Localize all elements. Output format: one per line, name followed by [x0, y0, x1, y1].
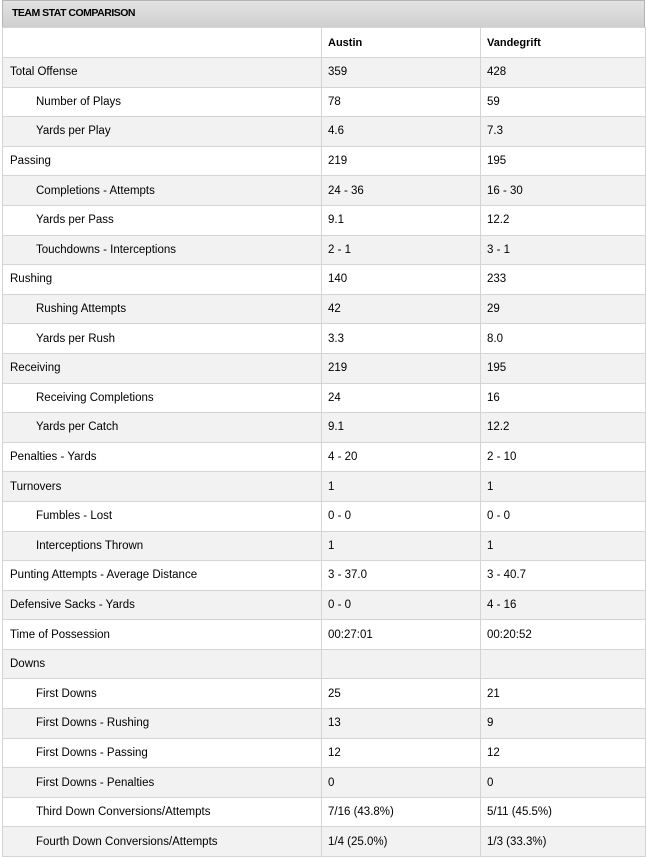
vandegrift-value: 3 - 1 [481, 235, 646, 265]
stat-label: Interceptions Thrown [3, 531, 322, 561]
panel-title: TEAM STAT COMPARISON [2, 0, 645, 27]
vandegrift-value: 5/11 (45.5%) [481, 797, 646, 827]
header-label-cell [3, 28, 322, 58]
austin-value: 42 [322, 294, 481, 324]
austin-value: 7/16 (43.8%) [322, 797, 481, 827]
header-austin: Austin [322, 28, 481, 58]
austin-value: 78 [322, 87, 481, 117]
table-row [3, 146, 646, 176]
vandegrift-value: 16 [481, 383, 646, 413]
stat-label: Yards per Rush [3, 324, 322, 354]
stat-label: Fumbles - Lost [3, 501, 322, 531]
table-row [3, 205, 646, 235]
stat-label: Receiving Completions [3, 383, 322, 413]
table-row [3, 442, 646, 472]
stat-label: First Downs - Rushing [3, 709, 322, 739]
table-row [3, 679, 646, 709]
table-row [3, 294, 646, 324]
vandegrift-value: 233 [481, 265, 646, 295]
header-vandegrift: Vandegrift [481, 28, 646, 58]
austin-value: 219 [322, 353, 481, 383]
austin-value: 1 [322, 472, 481, 502]
austin-value: 24 [322, 383, 481, 413]
vandegrift-value: 4 - 16 [481, 590, 646, 620]
table-row [3, 383, 646, 413]
stat-label: Number of Plays [3, 87, 322, 117]
stat-label: First Downs - Penalties [3, 768, 322, 798]
table-row [3, 797, 646, 827]
stat-table [2, 27, 646, 857]
stat-label: Penalties - Yards [3, 442, 322, 472]
stat-label: Yards per Catch [3, 413, 322, 443]
vandegrift-value: 1 [481, 531, 646, 561]
vandegrift-value: 59 [481, 87, 646, 117]
stat-label: Touchdowns - Interceptions [3, 235, 322, 265]
vandegrift-value: 0 [481, 768, 646, 798]
stat-label: First Downs - Passing [3, 738, 322, 768]
austin-value: 359 [322, 58, 481, 88]
table-row [3, 561, 646, 591]
table-row [3, 768, 646, 798]
austin-value: 9.1 [322, 413, 481, 443]
stat-label: First Downs [3, 679, 322, 709]
austin-value: 2 - 1 [322, 235, 481, 265]
stat-label: Time of Possession [3, 620, 322, 650]
vandegrift-value: 12 [481, 738, 646, 768]
vandegrift-value: 2 - 10 [481, 442, 646, 472]
table-row [3, 176, 646, 206]
stat-label: Defensive Sacks - Yards [3, 590, 322, 620]
austin-value: 12 [322, 738, 481, 768]
header-row [3, 28, 646, 58]
stat-label: Receiving [3, 353, 322, 383]
austin-value: 13 [322, 709, 481, 739]
table-row [3, 413, 646, 443]
vandegrift-value: 16 - 30 [481, 176, 646, 206]
table-row [3, 324, 646, 354]
stat-label: Punting Attempts - Average Distance [3, 561, 322, 591]
table-row [3, 472, 646, 502]
austin-value: 3.3 [322, 324, 481, 354]
vandegrift-value: 195 [481, 146, 646, 176]
table-row [3, 709, 646, 739]
austin-value: 9.1 [322, 205, 481, 235]
stat-label: Turnovers [3, 472, 322, 502]
austin-value: 4 - 20 [322, 442, 481, 472]
vandegrift-value: 8.0 [481, 324, 646, 354]
table-row [3, 58, 646, 88]
stat-label: Rushing Attempts [3, 294, 322, 324]
stat-label: Rushing [3, 265, 322, 295]
stat-label: Third Down Conversions/Attempts [3, 797, 322, 827]
stat-label: Passing [3, 146, 322, 176]
table-row [3, 353, 646, 383]
vandegrift-value: 29 [481, 294, 646, 324]
table-row [3, 827, 646, 857]
austin-value: 0 - 0 [322, 590, 481, 620]
stat-label: Total Offense [3, 58, 322, 88]
vandegrift-value: 1 [481, 472, 646, 502]
austin-value: 25 [322, 679, 481, 709]
austin-value: 1 [322, 531, 481, 561]
vandegrift-value: 9 [481, 709, 646, 739]
table-row [3, 531, 646, 561]
austin-value: 0 [322, 768, 481, 798]
table-row [3, 590, 646, 620]
table-row [3, 501, 646, 531]
stat-label: Yards per Pass [3, 205, 322, 235]
vandegrift-value: 3 - 40.7 [481, 561, 646, 591]
table-row [3, 620, 646, 650]
vandegrift-value: 0 - 0 [481, 501, 646, 531]
vandegrift-value: 12.2 [481, 205, 646, 235]
table-row [3, 235, 646, 265]
vandegrift-value: 21 [481, 679, 646, 709]
vandegrift-value: 7.3 [481, 117, 646, 147]
austin-value [322, 649, 481, 679]
austin-value: 4.6 [322, 117, 481, 147]
vandegrift-value [481, 649, 646, 679]
stat-comparison-panel [2, 0, 645, 857]
table-row [3, 87, 646, 117]
stat-label: Fourth Down Conversions/Attempts [3, 827, 322, 857]
table-row [3, 265, 646, 295]
vandegrift-value: 1/3 (33.3%) [481, 827, 646, 857]
austin-value: 140 [322, 265, 481, 295]
austin-value: 24 - 36 [322, 176, 481, 206]
vandegrift-value: 195 [481, 353, 646, 383]
austin-value: 219 [322, 146, 481, 176]
austin-value: 1/4 (25.0%) [322, 827, 481, 857]
stat-label: Yards per Play [3, 117, 322, 147]
table-row [3, 649, 646, 679]
stat-label: Completions - Attempts [3, 176, 322, 206]
austin-value: 00:27:01 [322, 620, 481, 650]
austin-value: 3 - 37.0 [322, 561, 481, 591]
vandegrift-value: 428 [481, 58, 646, 88]
austin-value: 0 - 0 [322, 501, 481, 531]
stat-label: Downs [3, 649, 322, 679]
vandegrift-value: 12.2 [481, 413, 646, 443]
table-row [3, 117, 646, 147]
table-row [3, 738, 646, 768]
vandegrift-value: 00:20:52 [481, 620, 646, 650]
